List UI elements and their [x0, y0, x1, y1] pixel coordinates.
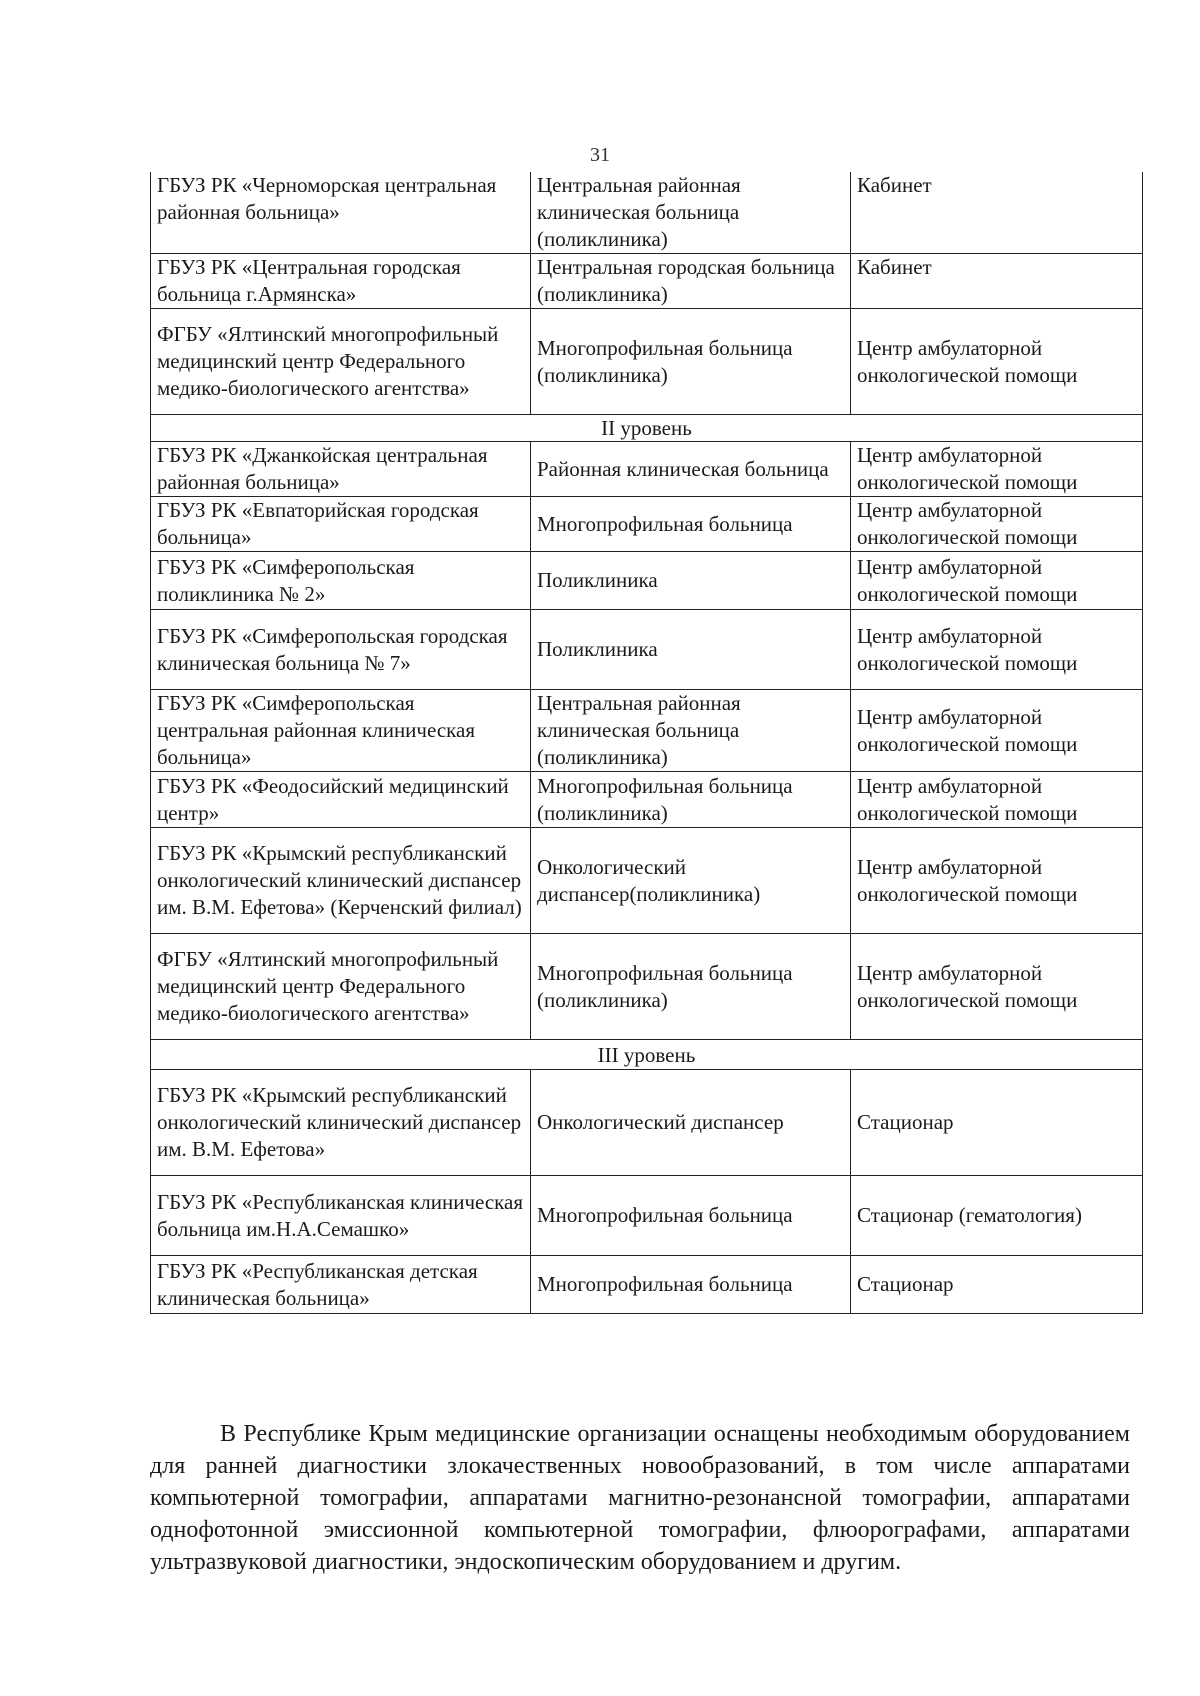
- unit-cell: Стационар: [851, 1070, 1143, 1176]
- unit-cell: Центр амбулаторной онкологической помощи: [851, 552, 1143, 610]
- table-row: [151, 442, 1143, 497]
- org-cell: ГБУЗ РК «Черноморская центральная районная больница»: [151, 172, 531, 254]
- unit-cell: Центр амбулаторной онкологической помощи: [851, 610, 1143, 690]
- facility-cell: Многопрофильная больница (поликлиника): [531, 772, 851, 828]
- page-number: 31: [590, 144, 610, 166]
- body-paragraph: В Республике Крым медицинские организации оснащены необходимым оборудованием для ранней диагностики злокачественных новообразований, в том числе аппаратами компьютерной томографии, аппаратами магнитно-резонансной томографии, аппаратами однофотонной эмиссионной компьютерной томографии, флюорографами, аппаратами ультразвуковой диагностики, эндоскопическим оборудованием и другим.: [150, 1421, 1130, 1575]
- org-cell: ФГБУ «Ялтинский многопрофильный медицинский центр Федерального медико-биологического агентства»: [151, 309, 531, 415]
- table-row: [151, 497, 1143, 552]
- unit-cell: Кабинет: [851, 172, 1143, 254]
- org-cell: ГБУЗ РК «Симферопольская поликлиника № 2»: [151, 552, 531, 610]
- table-row: [151, 254, 1143, 309]
- facility-cell: Поликлиника: [531, 610, 851, 690]
- facility-cell: Многопрофильная больница (поликлиника): [531, 309, 851, 415]
- unit-cell: Стационар (гематология): [851, 1176, 1143, 1256]
- org-cell: ГБУЗ РК «Симферопольская городская клиническая больница № 7»: [151, 610, 531, 690]
- table-row: [151, 1070, 1143, 1176]
- org-cell: ГБУЗ РК «Евпаторийская городская больница»: [151, 497, 531, 552]
- level-row: [151, 1040, 1143, 1070]
- table-row: [151, 172, 1143, 254]
- unit-cell: Центр амбулаторной онкологической помощи: [851, 772, 1143, 828]
- unit-cell: Центр амбулаторной онкологической помощи: [851, 828, 1143, 934]
- table-row: [151, 309, 1143, 415]
- facility-cell: Многопрофильная больница: [531, 1176, 851, 1256]
- table-row: [151, 828, 1143, 934]
- org-cell: ГБУЗ РК «Симферопольская центральная районная клиническая больница»: [151, 690, 531, 772]
- unit-cell: Центр амбулаторной онкологической помощи: [851, 309, 1143, 415]
- unit-cell: Центр амбулаторной онкологической помощи: [851, 442, 1143, 497]
- level-heading: II уровень: [151, 415, 1143, 442]
- level-row: [151, 415, 1143, 442]
- unit-cell: Кабинет: [851, 254, 1143, 309]
- facility-cell: Центральная районная клиническая больница (поликлиника): [531, 172, 851, 254]
- org-cell: ГБУЗ РК «Феодосийский медицинский центр»: [151, 772, 531, 828]
- org-cell: ГБУЗ РК «Республиканская клиническая больница им.Н.А.Семашко»: [151, 1176, 531, 1256]
- org-cell: ФГБУ «Ялтинский многопрофильный медицинский центр Федерального медико-биологического агентства»: [151, 934, 531, 1040]
- unit-cell: Центр амбулаторной онкологической помощи: [851, 934, 1143, 1040]
- level-heading: III уровень: [151, 1040, 1143, 1070]
- org-cell: ГБУЗ РК «Крымский республиканский онкологический клинический диспансер им. В.М. Ефетова»: [151, 1070, 531, 1176]
- unit-cell: Стационар: [851, 1256, 1143, 1314]
- facility-cell: Центральная городская больница (поликлиника): [531, 254, 851, 309]
- org-cell: ГБУЗ РК «Республиканская детская клиническая больница»: [151, 1256, 531, 1314]
- facility-cell: Онкологический диспансер(поликлиника): [531, 828, 851, 934]
- unit-cell: Центр амбулаторной онкологической помощи: [851, 497, 1143, 552]
- oncology-care-table: [150, 172, 1143, 1314]
- facility-cell: Поликлиника: [531, 552, 851, 610]
- facility-cell: Многопрофильная больница (поликлиника): [531, 934, 851, 1040]
- facility-cell: Онкологический диспансер: [531, 1070, 851, 1176]
- facility-cell: Районная клиническая больница: [531, 442, 851, 497]
- org-cell: ГБУЗ РК «Центральная городская больница г.Армянска»: [151, 254, 531, 309]
- facility-cell: Многопрофильная больница: [531, 1256, 851, 1314]
- table-row: [151, 772, 1143, 828]
- org-cell: ГБУЗ РК «Джанкойская центральная районная больница»: [151, 442, 531, 497]
- table-row: [151, 1176, 1143, 1256]
- facility-cell: Многопрофильная больница: [531, 497, 851, 552]
- org-cell: ГБУЗ РК «Крымский республиканский онкологический клинический диспансер им. В.М. Ефетова» (Керченский филиал): [151, 828, 531, 934]
- table-row: [151, 934, 1143, 1040]
- table-row: [151, 690, 1143, 772]
- unit-cell: Центр амбулаторной онкологической помощи: [851, 690, 1143, 772]
- facility-cell: Центральная районная клиническая больница (поликлиника): [531, 690, 851, 772]
- table-row: [151, 1256, 1143, 1314]
- table-row: [151, 610, 1143, 690]
- table-row: [151, 552, 1143, 610]
